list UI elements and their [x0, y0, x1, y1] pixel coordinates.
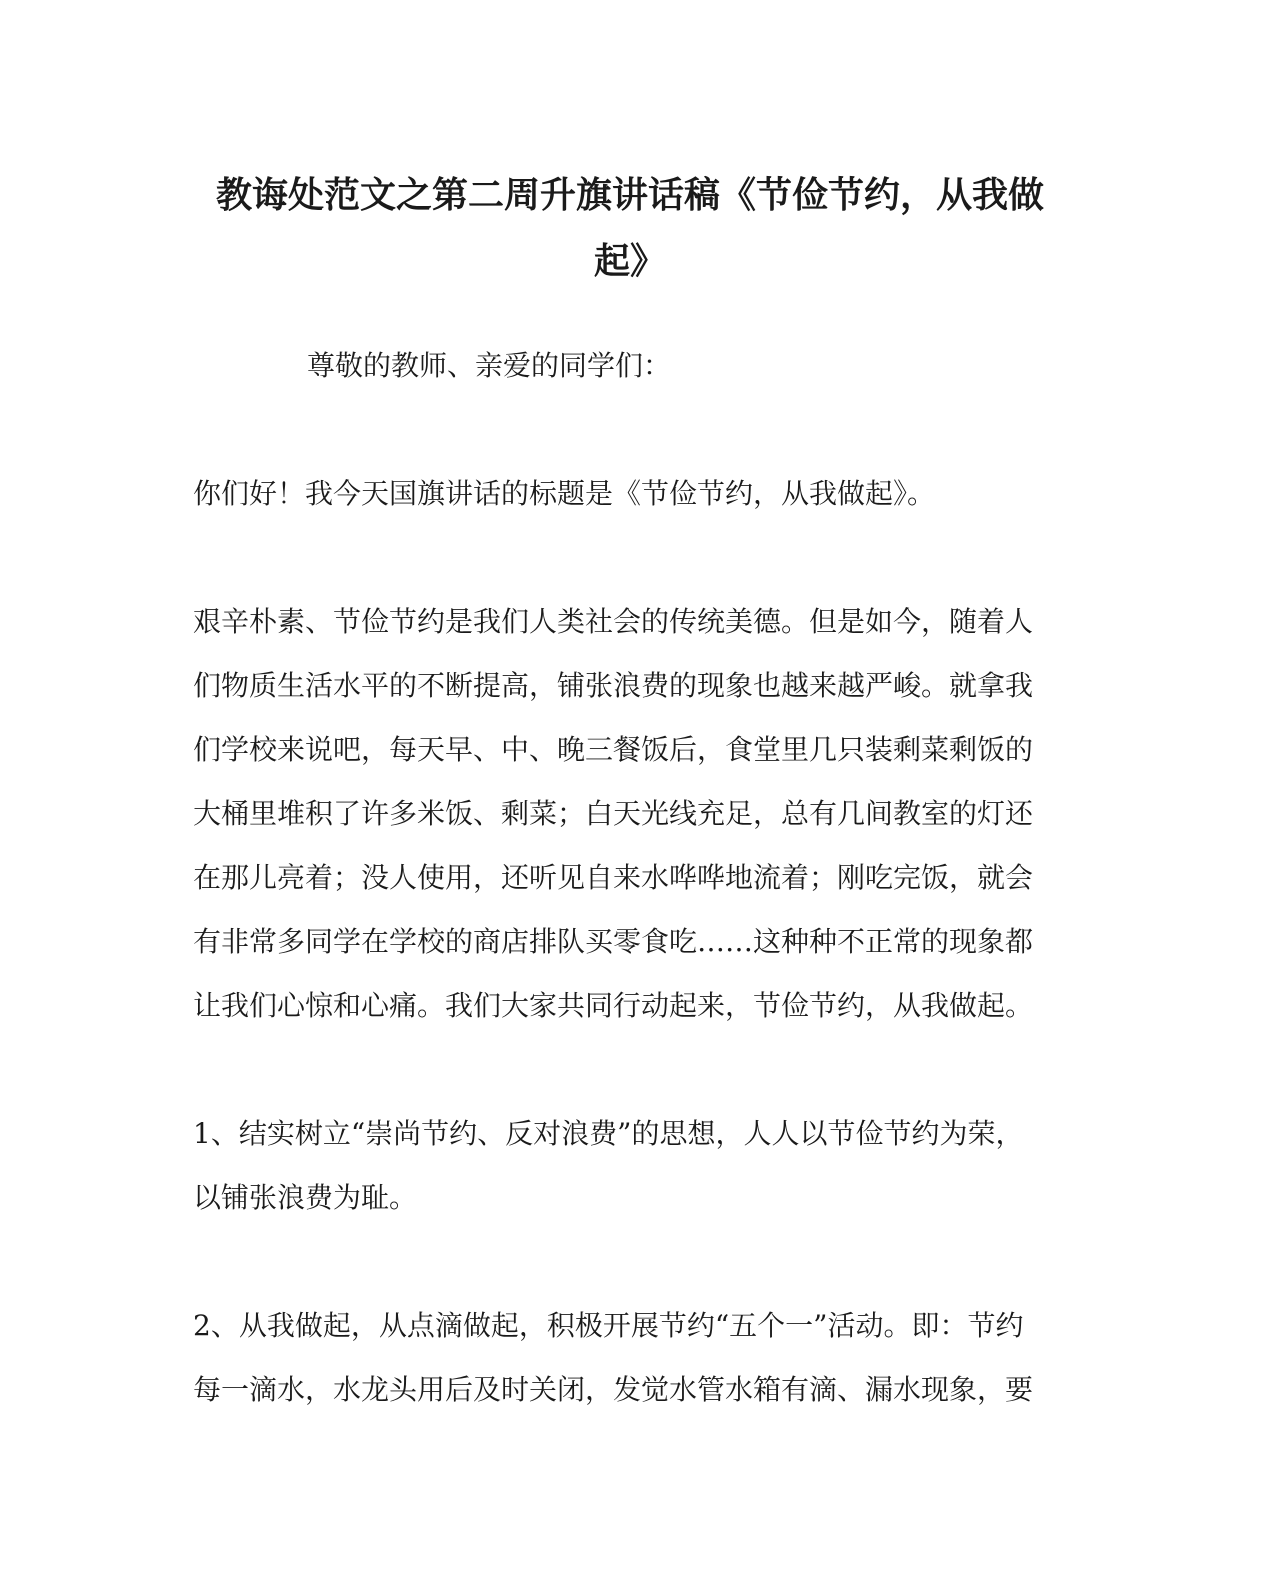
paragraph-body: [193, 590, 1073, 1038]
text-line: 艰辛朴素、节俭节约是我们人类社会的传统美德。但是如今，随着人: [193, 605, 1034, 638]
document-title: [190, 163, 1070, 295]
text-line: 以铺张浪费为耻。: [193, 1181, 418, 1214]
text-line: 你们好！我今天国旗讲话的标题是《节俭节约，从我做起》。: [193, 477, 936, 510]
text-line: 1、结实树立“崇尚节约、反对浪费”的思想，人人以节俭节约为荣，: [193, 1117, 1024, 1150]
greeting-line: 尊敬的教师、亲爱的同学们：: [307, 349, 672, 382]
paragraph-intro: [193, 462, 1073, 526]
title-line: 起》: [593, 241, 666, 282]
text-line: 有非常多同学在学校的商店排队买零食吃……这种种不正常的现象都: [193, 925, 1034, 958]
greeting: [307, 334, 1187, 398]
text-line: 2、从我做起，从点滴做起，积极开展节约“五个一”活动。即：节约: [193, 1309, 1024, 1342]
text-line: 大桶里堆积了许多米饭、剩菜；白天光线充足，总有几间教室的灯还: [193, 797, 1034, 830]
title-line: 教诲处范文之第二周升旗讲话稿《节俭节约，从我做: [215, 175, 1044, 216]
text-line: 们学校来说吧，每天早、中、晚三餐饭后，食堂里几只装剩菜剩饭的: [193, 733, 1034, 766]
text-line: 在那儿亮着；没人使用，还听见自来水哗哗地流着；刚吃完饭，就会: [193, 861, 1034, 894]
paragraph-point-2: [193, 1294, 1073, 1422]
text-line: 让我们心惊和心痛。我们大家共同行动起来，节俭节约，从我做起。: [193, 989, 1034, 1022]
text-line: 们物质生活水平的不断提高，铺张浪费的现象也越来越严峻。就拿我: [193, 669, 1034, 702]
paragraph-point-1: [193, 1102, 1073, 1230]
text-line: 每一滴水，水龙头用后及时关闭，发觉水管水箱有滴、漏水现象，要: [193, 1373, 1034, 1406]
